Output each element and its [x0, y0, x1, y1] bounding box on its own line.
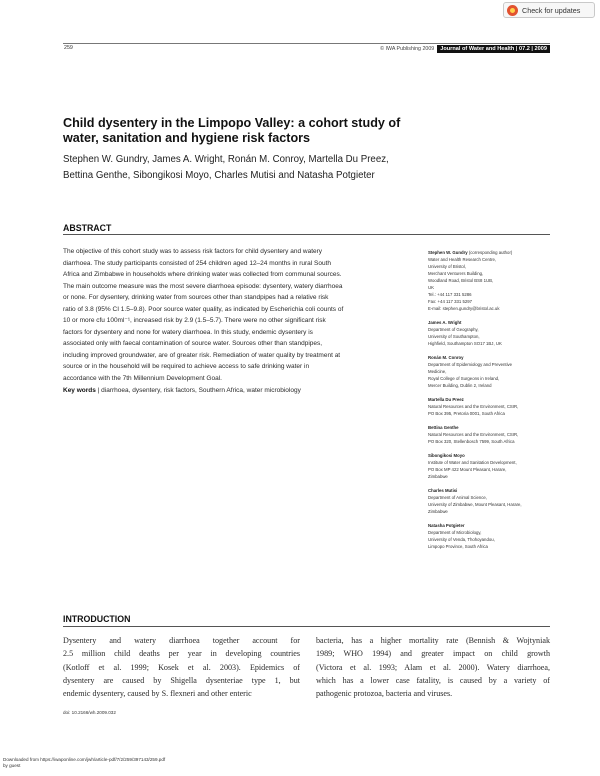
- abstract-line: The main outcome measure was the most severe diarrhoea episode: dysentery, watery diarrhoea: [63, 282, 343, 290]
- abstract-body: [63, 246, 408, 396]
- affiliation-author: Stephen W. Gundry: [428, 250, 468, 255]
- affiliation-author: Sibongikosi Moyo: [428, 453, 465, 458]
- affiliation-line: Department of Epidemiology and Preventive: [428, 362, 513, 367]
- abstract-line: including improved groundwater, are of greater risk. Remediation of water quality by treatment at: [63, 351, 341, 359]
- affiliation-line: University of Bristol,: [428, 264, 466, 269]
- abstract-line: or none. For dysentery, drinking water from sources other than standpipes had a relative risk: [63, 294, 329, 302]
- affiliation-line: Woodland Road, Bristol BS8 1UB,: [428, 278, 494, 283]
- affiliation-line: E-mail: stephen.gundry@bristol.ac.uk: [428, 306, 500, 311]
- abstract-line: The objective of this cohort study was to assess risk factors for child dysentery and watery: [63, 248, 323, 255]
- affiliation-line: Zimbabwe: [428, 509, 448, 514]
- introduction-line: 2.5 million child deaths per year in developing countries: [63, 649, 300, 659]
- affiliation-author: Bettina Genthe: [428, 425, 459, 430]
- affiliation-note: (corresponding author): [467, 250, 513, 255]
- keywords-label: Key words: [63, 386, 96, 394]
- affiliation-block: [428, 487, 553, 515]
- affiliation-block: [428, 354, 553, 389]
- introduction-line: endemic dysentery, caused by S. flexneri and other enteric: [63, 689, 252, 699]
- affiliation-line: Mercer Building, Dublin 2, Ireland: [428, 383, 492, 388]
- affiliation-author: Natasha Potgieter: [428, 523, 465, 528]
- introduction-rule: [63, 626, 550, 627]
- affiliation-line: Tel.: +44 117 331 5286: [428, 292, 472, 297]
- journal-banner: Journal of Water and Health | 07.2 | 2009: [437, 45, 550, 53]
- abstract-line: source or in the household will be required to achieve access to safe drinking water in: [63, 363, 310, 371]
- title-line: Child dysentery in the Limpopo Valley: a cohort study of: [63, 116, 401, 130]
- affiliation-line: Zimbabwe: [428, 474, 448, 479]
- check-updates-icon: [507, 5, 518, 16]
- affiliation-line: Highfield, Southampton SO17 1BJ, UK: [428, 341, 502, 346]
- author-line: Stephen W. Gundry, James A. Wright, Ronán M. Conroy, Martella Du Preez,: [63, 154, 389, 165]
- affiliation-line: University of Venda, Thohoyandou,: [428, 537, 495, 542]
- abstract-line: accordance with the 7th Millennium Development Goal.: [63, 375, 222, 383]
- running-header: [340, 44, 550, 54]
- introduction-heading: INTRODUCTION: [63, 614, 131, 624]
- publisher-line: © IWA Publishing 2009: [380, 46, 435, 52]
- affiliation-line: Department of Geography,: [428, 327, 479, 332]
- affiliation-author: James A. Wright: [428, 320, 462, 325]
- affiliation-author: Martella Du Preez: [428, 397, 464, 402]
- introduction-line: Dysentery and watery diarrhoea together account for: [63, 636, 300, 645]
- check-for-updates-label: Check for updates: [522, 5, 581, 15]
- affiliation-line: PO Box MP 422 Mount Pleasant, Harare,: [428, 467, 507, 472]
- affiliation-line: Limpopo Province, South Africa: [428, 544, 488, 549]
- affiliation-line: Department of Microbiology,: [428, 530, 482, 535]
- introduction-column-right: [316, 634, 550, 700]
- introduction-line: bacteria, has a higher mortality rate (Bennish & Wojtyniak: [316, 636, 550, 645]
- author-list: [63, 152, 493, 183]
- abstract-rule: [63, 234, 550, 235]
- affiliation-line: UK: [428, 285, 434, 290]
- affiliation-author: Charles Mutisi: [428, 488, 458, 493]
- affiliation-line: Royal College of Surgeons in Ireland,: [428, 376, 500, 381]
- download-line: by guest: [3, 763, 21, 768]
- affiliation-line: Merchant Venturers Building,: [428, 271, 484, 276]
- doi-line: doi: 10.2166/wh.2009.032: [63, 710, 116, 715]
- affiliation-block: [428, 319, 553, 347]
- introduction-line: (Victora et al. 1993; Alam et al. 2000). Watery diarrhoea,: [316, 662, 550, 672]
- abstract-line: associated only with faecal contamination of source water. Sources other than standpipes,: [63, 340, 323, 348]
- download-footer: [3, 757, 165, 769]
- affiliation-line: Department of Animal Science,: [428, 495, 487, 500]
- keywords: [63, 385, 408, 397]
- affiliations-column: [428, 249, 553, 557]
- download-line: Downloaded from https://iwaponline.com/jwh/article-pdf/7/2/259/397143/259.pdf: [3, 757, 166, 762]
- affiliation-line: University of Zimbabwe, Mount Pleasant, Harare,: [428, 502, 522, 507]
- page-number: 259: [64, 45, 73, 51]
- affiliation-block: [428, 396, 553, 417]
- introduction-line: dysentery are caused by Shigella dysenteriae type 1, but: [63, 675, 300, 685]
- affiliation-line: Institute of Water and Sanitation Development,: [428, 460, 517, 465]
- affiliation-block: [428, 424, 553, 445]
- affiliation-line: PO Box 395, Pretoria 0001, South Africa: [428, 411, 505, 416]
- affiliation-author: Ronán M. Conroy: [428, 355, 464, 360]
- abstract-line: 10 or more cfu 100ml⁻¹, increased risk by 2.9 (1.5–5.7). There were no other significant risk: [63, 317, 326, 325]
- introduction-line: pathogenic protozoa, bacteria and viruses.: [316, 689, 453, 699]
- affiliation-block: [428, 452, 553, 480]
- affiliation-line: Medicine,: [428, 369, 447, 374]
- introduction-line: (Kotloff et al. 1999; Kosek et al. 2003). Epidemics of: [63, 662, 300, 672]
- affiliation-line: Natural Resources and the Environment, CSIR,: [428, 404, 519, 409]
- abstract-heading: ABSTRACT: [63, 223, 112, 233]
- abstract-line: Africa and Zimbabwe in households where drinking water was collected from communal sources.: [63, 271, 342, 279]
- affiliation-block: [428, 249, 553, 312]
- abstract-line: diarrhoea. The study participants consisted of 254 children aged 12–24 months in rural South: [63, 259, 331, 267]
- affiliation-line: Fax: +44 117 331 5297: [428, 299, 472, 304]
- check-for-updates-button[interactable]: [503, 2, 595, 18]
- keywords-text: | diarrhoea, dysentery, risk factors, Southern Africa, water microbiology: [97, 386, 301, 394]
- affiliation-line: Natural Resources and the Environment, CSIR,: [428, 432, 519, 437]
- affiliation-line: PO Box 320, Stellenbosch 7599, South Africa: [428, 439, 515, 444]
- article-title: [63, 116, 463, 147]
- title-line: water, sanitation and hygiene risk factors: [63, 131, 311, 146]
- abstract-line: factors for dysentery and none for watery diarrhoea. In this study, endemic dysentery is: [63, 328, 313, 336]
- introduction-line: 1989; WHO 1994) and greater impact on child growth: [316, 649, 550, 659]
- author-line: Bettina Genthe, Sibongikosi Moyo, Charles Mutisi and Natasha Potgieter: [63, 169, 375, 181]
- introduction-column-left: [63, 634, 300, 700]
- affiliation-line: University of Southampton,: [428, 334, 480, 339]
- affiliation-line: Water and Health Research Centre,: [428, 257, 497, 262]
- abstract-line: ratio of 3.8 (95% CI 1.5–9.8). Poor source water quality, as indicated by Escherichia coli counts of: [63, 305, 344, 313]
- introduction-line: which has a lower case fatality, is caused by a variety of: [316, 675, 550, 685]
- affiliation-block: [428, 522, 553, 550]
